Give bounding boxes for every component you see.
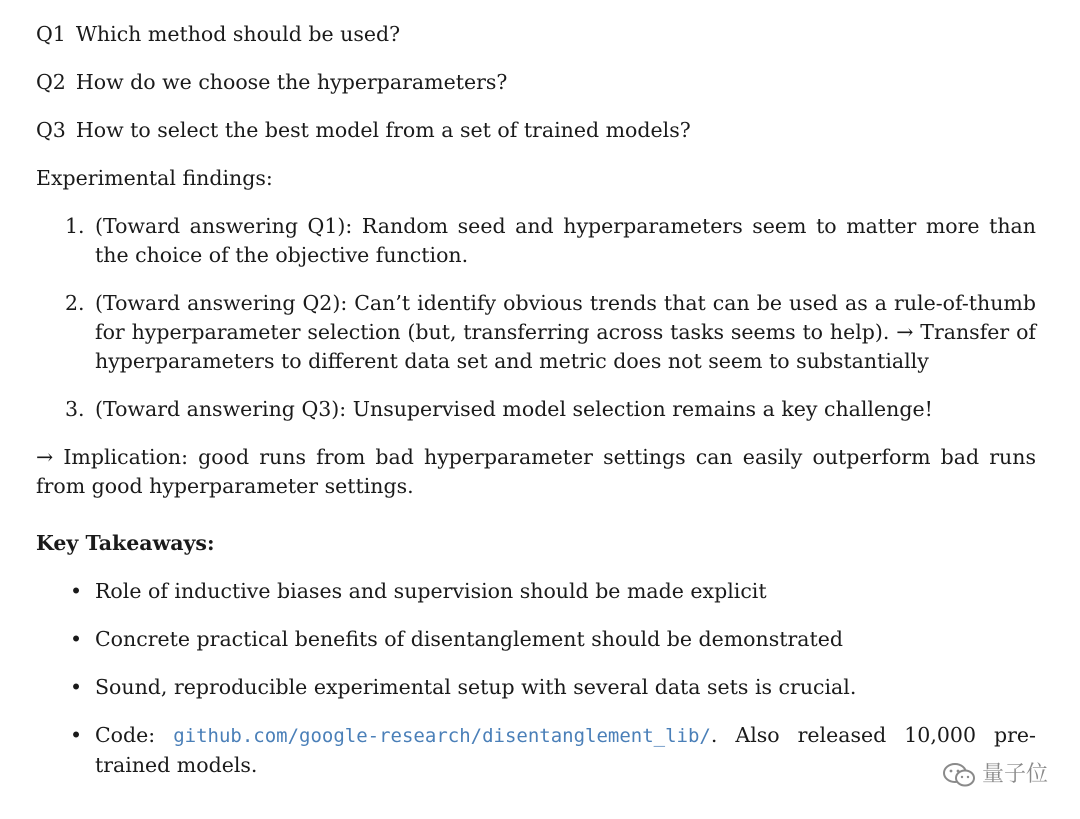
question-number: Q3 [36, 118, 66, 142]
findings-list [36, 212, 1036, 424]
takeaway-item [36, 673, 1036, 702]
bullet-icon: • [70, 627, 83, 651]
takeaway-item [36, 625, 1036, 654]
takeaways-list [36, 577, 1036, 780]
finding-text: (Toward answering Q3): Unsupervised model selection remains a key challenge! [95, 397, 933, 421]
takeaway-item [36, 577, 1036, 606]
question-q1 [36, 20, 1036, 49]
finding-number: 2. [65, 291, 85, 315]
takeaways-heading: Key Takeaways: [36, 531, 215, 555]
bullet-icon: • [70, 675, 83, 699]
findings-heading: Experimental findings: [36, 166, 273, 190]
watermark-text: 量子位 [981, 762, 1048, 787]
question-text: How to select the best model from a set of trained models? [75, 118, 691, 142]
takeaway-item-code [36, 721, 1036, 780]
bullet-icon: • [70, 579, 83, 603]
implication-text: → Implication: good runs from bad hyperparameter settings can easily outperform bad runs from good hyperparameter settings. [36, 445, 1036, 498]
finding-number: 3. [65, 397, 85, 421]
takeaway-text: Sound, reproducible experimental setup with several data sets is crucial. [95, 675, 857, 699]
question-q2 [36, 68, 1036, 97]
code-rest-text: . Also released 10,000 pre-trained models. [95, 723, 1036, 777]
takeaway-text: Concrete practical benefits of disentanglement should be demonstrated [95, 627, 843, 651]
finding-text: (Toward answering Q2): Can’t identify obvious trends that can be used as a rule-of-thumb for hyperparameter selection (but, transferring across tasks seems to help). → Transfer of hyperparameters to different data set and metric does not seem to substantially [95, 291, 1036, 373]
question-q3 [36, 116, 1036, 145]
question-number: Q1 [36, 22, 66, 46]
document-page [36, 20, 1036, 799]
finding-number: 1. [65, 214, 85, 238]
code-link[interactable]: github.com/google-research/disentanglement_lib/ [173, 725, 711, 747]
bullet-icon: • [70, 723, 83, 747]
takeaway-text: Role of inductive biases and supervision should be made explicit [95, 579, 767, 603]
finding-item [36, 289, 1036, 376]
code-label: Code: [95, 723, 156, 747]
question-number: Q2 [36, 70, 66, 94]
finding-text: (Toward answering Q1): Random seed and hyperparameters seem to matter more than the choice of the objective function. [95, 214, 1036, 267]
finding-item [36, 212, 1036, 270]
question-text: How do we choose the hyperparameters? [75, 70, 508, 94]
finding-item [36, 395, 1036, 424]
watermark [942, 760, 1048, 789]
question-text: Which method should be used? [75, 22, 401, 46]
wechat-icon [942, 762, 976, 788]
